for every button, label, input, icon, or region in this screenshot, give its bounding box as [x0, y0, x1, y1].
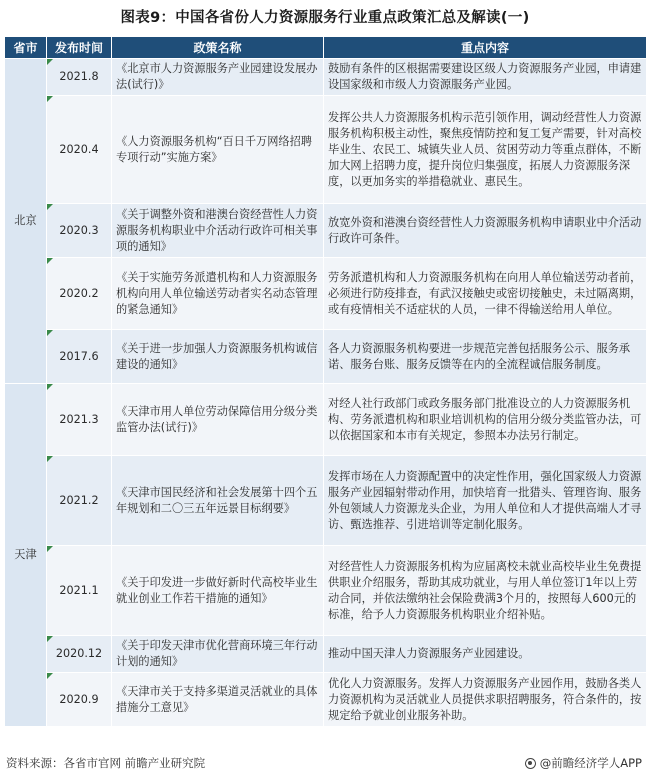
corner-marker: [47, 204, 53, 210]
province-cell-tianjin: 天津: [5, 384, 47, 727]
key-content-cell: 推动中国天津人力资源服务产业园建设。: [324, 636, 647, 673]
header-date: 发布时间: [47, 37, 112, 59]
policy-table: [4, 36, 647, 727]
corner-marker: [47, 673, 53, 679]
source-note: 资料来源：各省市官网 前瞻产业研究院: [6, 756, 206, 770]
policy-name-cell: 《关于印发天津市优化营商环境三年行动计划的通知》: [112, 636, 324, 673]
date-cell: [47, 96, 112, 204]
table-row: [5, 258, 647, 330]
key-content-cell: 对经人社行政部门或政务服务部门批准设立的人力资源服务机构、劳务派遣机构和职业培训机构的信用分级分类监管办法，可以依据国家和本市有关规定，参照本办法另行制定。: [324, 384, 647, 456]
corner-marker: [47, 330, 53, 336]
key-content-cell: 各人力资源服务机构要进一步规范完善包括服务公示、服务承诺、服务台账、服务反馈等在内的全流程诚信服务制度。: [324, 330, 647, 384]
date-cell: [47, 636, 112, 673]
policy-name-cell: 《天津市国民经济和社会发展第十四个五年规划和二〇三五年远景目标纲要》: [112, 456, 324, 546]
corner-marker: [47, 59, 53, 65]
table-row: [5, 384, 647, 456]
date-text: 2017.6: [59, 349, 99, 363]
key-content-cell: 发挥公共人力资源服务机构示范引领作用，调动经营性人力资源服务机构积极主动性，聚焦疫情防控和复工复产需要，针对高校毕业生、农民工、城镇失业人员、贫困劳动力等重点群体，不断加大网上招聘力度，提升岗位归集强度，拓展人力资源服务深度，以更加务实的举措稳就业、惠民生。: [324, 96, 647, 204]
date-text: 2020.2: [59, 286, 99, 300]
brand-credit: [525, 755, 642, 771]
date-cell: [47, 456, 112, 546]
date-text: 2021.3: [59, 412, 99, 426]
policy-name-cell: 《关于进一步加强人力资源服务机构诚信建设的通知》: [112, 330, 324, 384]
date-text: 2020.9: [59, 692, 99, 706]
header-policy-name: 政策名称: [112, 37, 324, 59]
date-cell: [47, 673, 112, 727]
corner-marker: [47, 546, 53, 552]
policy-name-cell: 《关于调整外资和港澳台资经营性人力资源服务机构职业中介活动行政许可相关事项的通知》: [112, 204, 324, 258]
header-province: 省市: [5, 37, 47, 59]
key-content-cell: 鼓励有条件的区根据需要建设区级人力资源服务产业园，申请建设国家级和市级人力资源服务产业园。: [324, 59, 647, 96]
qianzhan-logo-icon: [525, 758, 536, 769]
table-row: [5, 673, 647, 727]
corner-marker: [47, 636, 53, 642]
corner-marker: [47, 96, 53, 102]
date-text: 2020.3: [59, 223, 99, 237]
corner-marker: [47, 384, 53, 390]
key-content-cell: 对经营性人力资源服务机构为应届离校未就业高校毕业生免费提供职业介绍服务，帮助其成功就业，与用人单位签订1年以上劳动合同，并依法缴纳社会保险费满3个月的，按照每人600元的标准，给予人力资源服务机构职业介绍补贴。: [324, 546, 647, 636]
policy-name-cell: 《天津市关于支持多渠道灵活就业的具体措施分工意见》: [112, 673, 324, 727]
table-row: [5, 456, 647, 546]
date-cell: [47, 546, 112, 636]
date-text: 2020.12: [55, 647, 103, 660]
date-cell: [47, 204, 112, 258]
header-key-content: 重点内容: [324, 37, 647, 59]
key-content-cell: 劳务派遣机构和人力资源服务机构在向用人单位输送劳动者前，必须进行防疫排查，有武汉接触史或密切接触史，未过隔离期，或有疫情相关不适症状的人员，一律不得输送给用人单位。: [324, 258, 647, 330]
policy-name-cell: 《关于实施劳务派遣机构和人力资源服务机构向用人单位输送劳动者实名动态管理的紧急通知》: [112, 258, 324, 330]
chart-title: 图表9：中国各省份人力资源服务行业重点政策汇总及解读(一): [120, 10, 530, 26]
key-content-cell: 发挥市场在人力资源配置中的决定性作用，强化国家级人力资源服务产业园辐射带动作用，加快培育一批猎头、管理咨询、服务外包领域人力资源龙头企业，为用人单位和人才提供高端人才寻访、甄选推荐、引进培训等定制化服务。: [324, 456, 647, 546]
corner-marker: [47, 456, 53, 462]
date-cell: [47, 258, 112, 330]
key-content-cell: 优化人力资源服务。发挥人力资源服务产业园作用，鼓励各类人力资源机构为灵活就业人员提供求职招聘服务，符合条件的，按规定给予就业创业服务补助。: [324, 673, 647, 727]
date-text: 2021.2: [59, 493, 99, 507]
key-content-cell: 放宽外资和港澳台资经营性人力资源服务机构申请职业中介活动行政许可条件。: [324, 204, 647, 258]
date-cell: [47, 330, 112, 384]
table-row: [5, 96, 647, 204]
province-cell-beijing: 北京: [5, 59, 47, 384]
table-header-row: [5, 37, 647, 59]
table-row: [5, 59, 647, 96]
table-row: [5, 204, 647, 258]
date-cell: [47, 384, 112, 456]
policy-name-cell: 《天津市用人单位劳动保障信用分级分类监管办法(试行)》: [112, 384, 324, 456]
table-row: [5, 330, 647, 384]
date-text: 2021.1: [59, 583, 99, 597]
date-text: 2020.4: [59, 142, 99, 156]
table-row: [5, 636, 647, 673]
policy-name-cell: 《人力资源服务机构“百日千万网络招聘专项行动”实施方案》: [112, 96, 324, 204]
date-text: 2021.8: [59, 70, 99, 83]
date-cell: [47, 59, 112, 96]
table-row: [5, 546, 647, 636]
policy-name-cell: 《北京市人力资源服务产业园建设发展办法(试行)》: [112, 59, 324, 96]
corner-marker: [47, 258, 53, 264]
brand-text: @前瞻经济学人APP: [539, 756, 642, 770]
policy-name-cell: 《关于印发进一步做好新时代高校毕业生就业创业工作若干措施的通知》: [112, 546, 324, 636]
